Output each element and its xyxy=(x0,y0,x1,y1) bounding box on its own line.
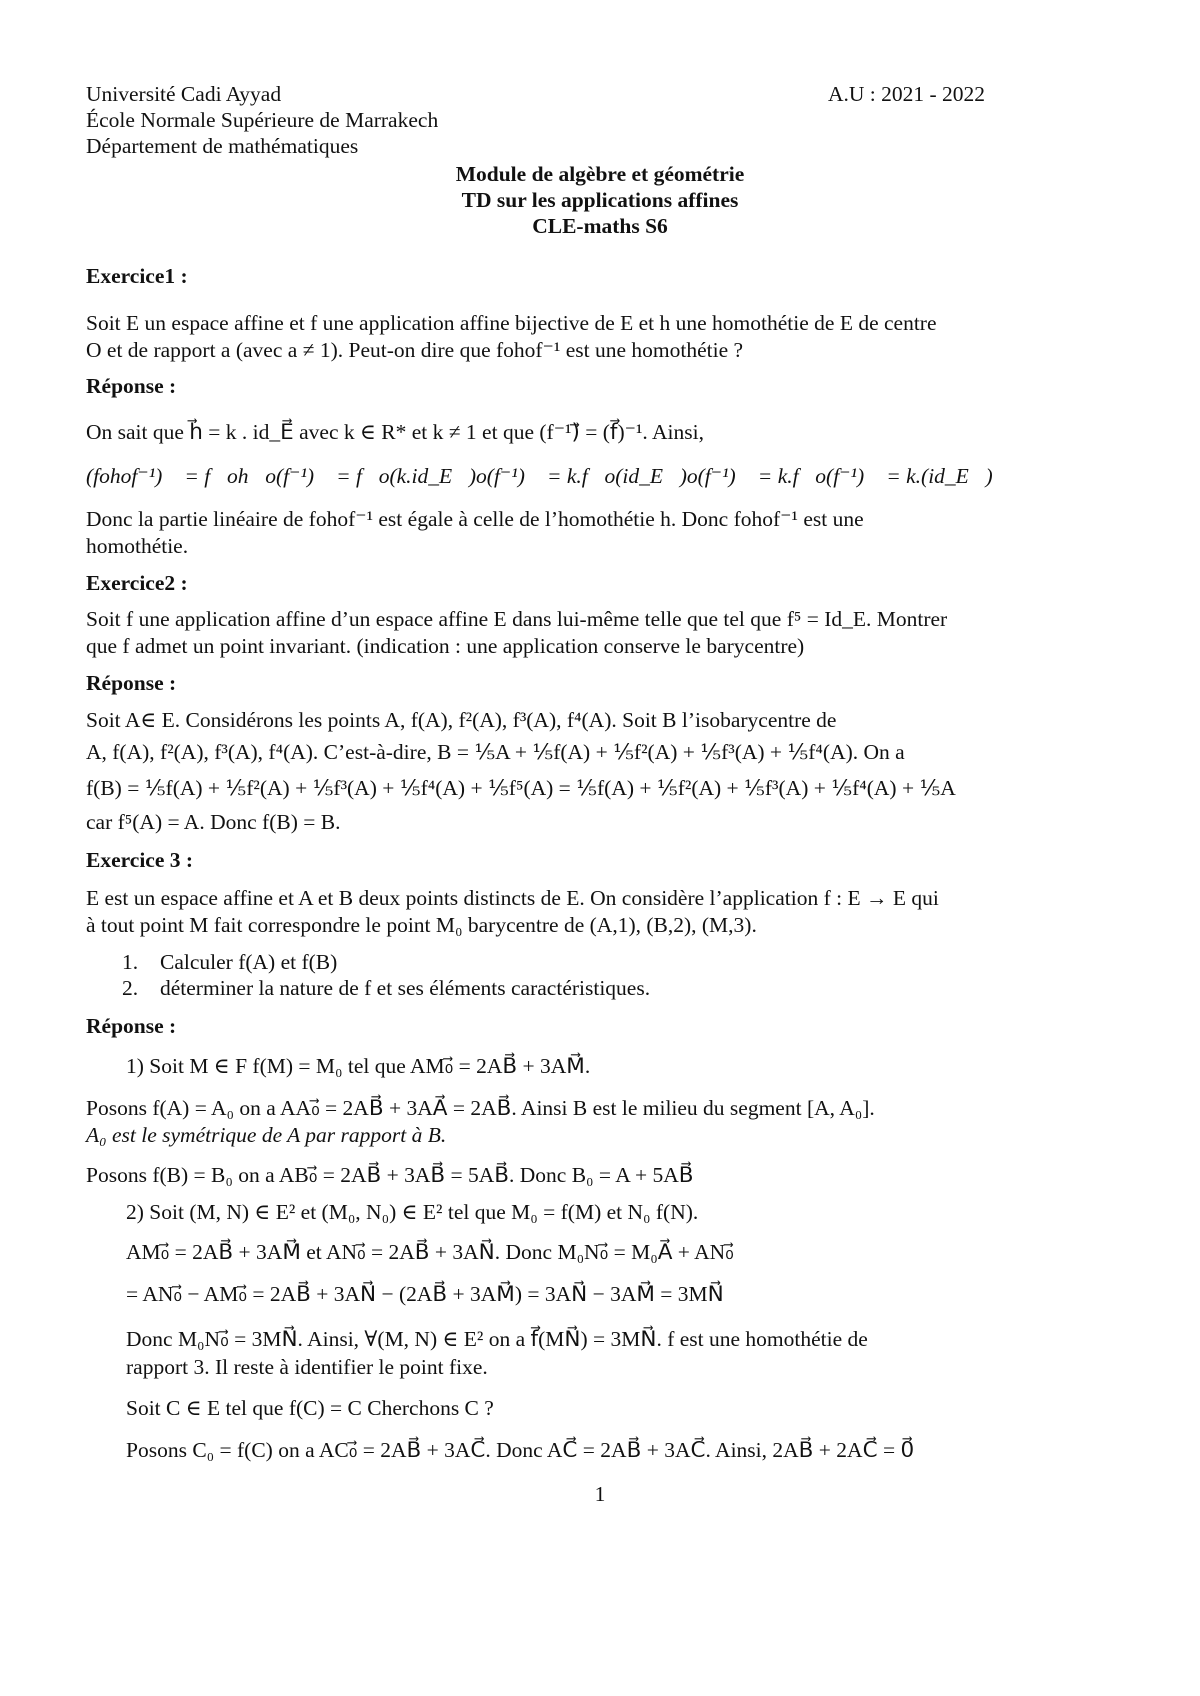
list-item-number: 2. xyxy=(122,976,139,1000)
exercise-3-answer-heading: Réponse : xyxy=(86,1014,177,1038)
exercise-2-statement-line: que f admet un point invariant. (indication : une application conserve le barycentre) xyxy=(86,634,805,658)
exercise-3-heading: Exercice 3 : xyxy=(86,848,194,872)
class-title: CLE-maths S6 xyxy=(532,214,668,238)
page-number: 1 xyxy=(594,1482,606,1506)
exercise-3-statement-line: E est un espace affine et A et B deux points distincts de E. On considère l’application f : E → E qui xyxy=(86,886,939,910)
td-title: TD sur les applications affines xyxy=(461,188,739,212)
exercise-2-answer-line: A, f(A), f²(A), f³(A), f⁴(A). C’est-à-dire, B = ⅕A + ⅕f(A) + ⅕f²(A) + ⅕f³(A) + ⅕f⁴(A). On a xyxy=(86,740,905,764)
exercise-1-answer-heading: Réponse : xyxy=(86,374,177,398)
exercise-3-statement-line: à tout point M fait correspondre le point M₀ barycentre de (A,1), (B,2), (M,3). xyxy=(86,913,757,937)
list-item-text: déterminer la nature de f et ses éléments caractéristiques. xyxy=(160,976,651,1000)
academic-year: A.U : 2021 - 2022 xyxy=(828,82,986,106)
exercise-3-answer-line: A₀ est le symétrique de A par rapport à B. xyxy=(86,1123,447,1147)
exercise-3-answer-line: 1) Soit M ∈ F f(M) = M₀ tel que AM₀⃗ = 2AB⃗ + 3AM⃗. xyxy=(126,1054,591,1078)
list-item-number: 1. xyxy=(122,950,139,974)
exercise-2-answer-heading: Réponse : xyxy=(86,671,177,695)
exercise-1-answer-line: homothétie. xyxy=(86,534,189,558)
exercise-1-statement-line: Soit E un espace affine et f une application affine bijective de E et h une homothétie de E de centre xyxy=(86,311,937,335)
exercise-1-heading: Exercice1 : xyxy=(86,264,188,288)
exercise-2-answer-line: f(B) = ⅕f(A) + ⅕f²(A) + ⅕f³(A) + ⅕f⁴(A) + ⅕f⁵(A) = ⅕f(A) + ⅕f²(A) + ⅕f³(A) + ⅕f⁴(A) + ⅕A xyxy=(86,776,956,800)
exercise-3-answer-line: Donc M₀N₀⃗ = 3MN⃗. Ainsi, ∀(M, N) ∈ E² on a f⃗(MN⃗) = 3MN⃗. f est une homothétie de xyxy=(126,1327,868,1351)
exercise-3-answer-line: Soit C ∈ E tel que f(C) = C Cherchons C ? xyxy=(126,1396,494,1420)
exercise-3-answer-line: AM₀⃗ = 2AB⃗ + 3AM⃗ et AN₀⃗ = 2AB⃗ + 3AN⃗. Donc M₀N₀⃗ = M₀A⃗ + AN₀⃗ xyxy=(126,1240,734,1264)
list-item-text: Calculer f(A) et f(B) xyxy=(160,950,338,974)
exercise-1-answer-line: Donc la partie linéaire de fohof⁻¹ est égale à celle de l’homothétie h. Donc fohof⁻¹ est une xyxy=(86,507,864,531)
exercise-3-answer-line: Posons f(A) = A₀ on a AA₀⃗ = 2AB⃗ + 3AA⃗ = 2AB⃗. Ainsi B est le milieu du segment [A, A₀]. xyxy=(86,1096,875,1120)
exercise-1-statement-line: O et de rapport a (avec a ≠ 1). Peut-on dire que fohof⁻¹ est une homothétie ? xyxy=(86,338,744,362)
department-name: Département de mathématiques xyxy=(86,134,359,158)
exercise-3-answer-line: 2) Soit (M, N) ∈ E² et (M₀, N₀) ∈ E² tel que M₀ = f(M) et N₀ f(N). xyxy=(126,1200,699,1224)
exercise-2-answer-line: car f⁵(A) = A. Donc f(B) = B. xyxy=(86,810,341,834)
module-title: Module de algèbre et géométrie xyxy=(455,162,745,186)
exercise-2-answer-line: Soit A∈ E. Considérons les points A, f(A), f²(A), f³(A), f⁴(A). Soit B l’isobarycentre de xyxy=(86,708,837,732)
exercise-1-answer-equation: (fohof⁻¹)⃗ = f⃗oh⃗o(f⁻¹)⃗ = f⃗o(k.id_E⃗)o(f⁻¹)⃗ = k.f⃗o(id_E⃗)o(f⁻¹)⃗ = k.f⃗o(f⁻¹)⃗ = k.(id_E⃗) xyxy=(86,464,993,488)
exercise-2-statement-line: Soit f une application affine d’un espace affine E dans lui-même telle que tel que f⁵ = Id_E. Montrer xyxy=(86,607,948,631)
exercise-2-heading: Exercice2 : xyxy=(86,571,188,595)
university-name: Université Cadi Ayyad xyxy=(86,82,282,106)
exercise-3-answer-line: = AN₀⃗ − AM₀⃗ = 2AB⃗ + 3AN⃗ − (2AB⃗ + 3AM⃗) = 3AN⃗ − 3AM⃗ = 3MN⃗ xyxy=(126,1282,724,1306)
school-name: École Normale Supérieure de Marrakech xyxy=(86,108,439,132)
exercise-3-answer-line: rapport 3. Il reste à identifier le point fixe. xyxy=(126,1355,488,1379)
exercise-1-answer-line: On sait que h⃗ = k . id_E⃗ avec k ∈ R* et k ≠ 1 et que (f⁻¹)⃗ = (f⃗)⁻¹. Ainsi, xyxy=(86,420,704,444)
exercise-3-answer-line: Posons C₀ = f(C) on a AC₀⃗ = 2AB⃗ + 3AC⃗. Donc AC⃗ = 2AB⃗ + 3AC⃗. Ainsi, 2AB⃗ + 2AC⃗ = 0⃗ xyxy=(126,1438,915,1462)
exercise-3-answer-line: Posons f(B) = B₀ on a AB₀⃗ = 2AB⃗ + 3AB⃗ = 5AB⃗. Donc B₀ = A + 5AB⃗ xyxy=(86,1163,694,1187)
